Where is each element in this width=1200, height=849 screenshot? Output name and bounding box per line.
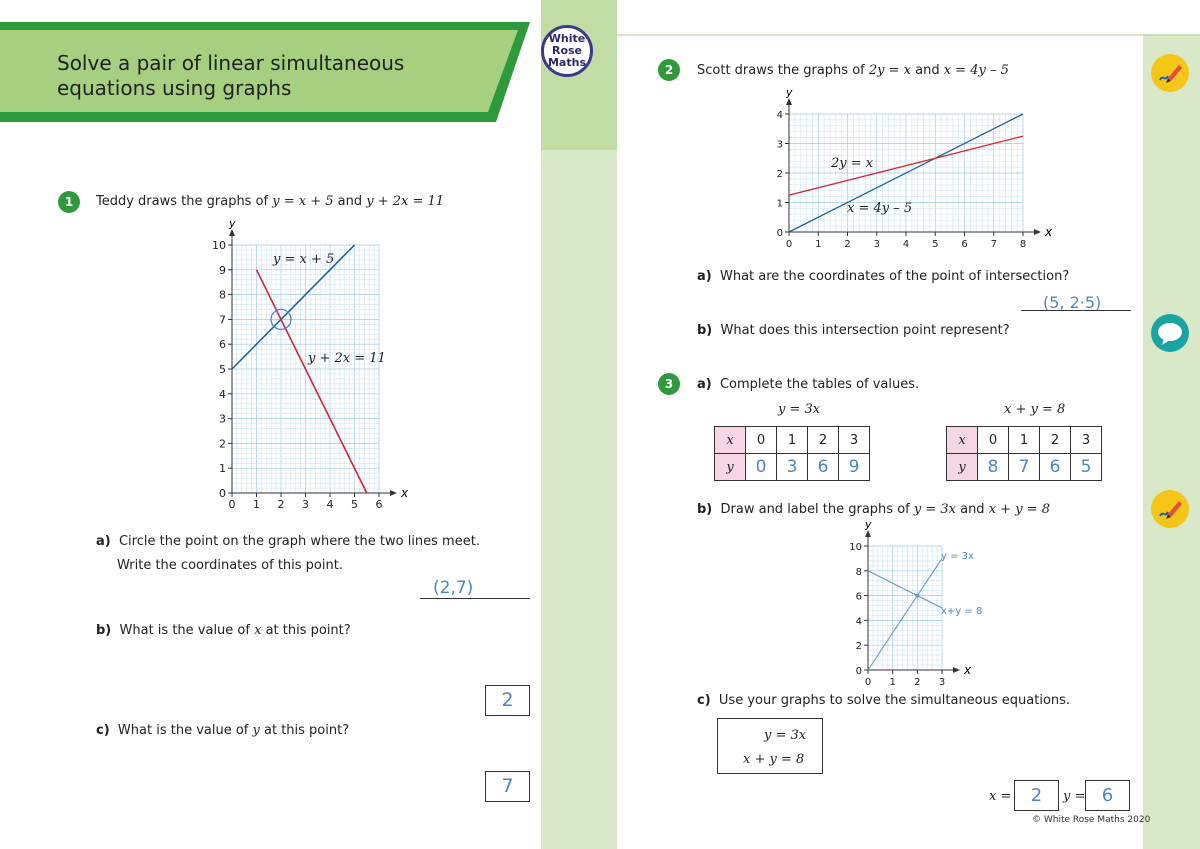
table1-x-3: 3 xyxy=(839,427,870,454)
q1-graph xyxy=(195,217,415,515)
y-tick-label: 6 xyxy=(855,591,862,603)
table-y-eq-3x xyxy=(714,426,870,481)
y-tick-label: 6 xyxy=(219,338,226,352)
x-axis-arrow xyxy=(953,667,960,673)
q1a-label: a) xyxy=(96,534,111,549)
x-tick-label: 0 xyxy=(785,239,793,250)
q3a-text: Complete the tables of values. xyxy=(719,377,920,392)
q3c-label: c) xyxy=(697,693,711,708)
q1c-label: c) xyxy=(96,723,110,738)
y-tick-label: 4 xyxy=(219,387,226,401)
header-corner-band xyxy=(541,0,617,150)
y-tick-label: 2 xyxy=(855,641,862,653)
q1b-row xyxy=(96,623,351,638)
q1-eq1: y = x + 5 xyxy=(272,194,334,209)
q3c-x-answer-box[interactable]: 2 xyxy=(1014,780,1059,811)
y-axis-arrow xyxy=(229,229,235,236)
q3b-eq1: y = 3x xyxy=(913,502,956,517)
x-tick-label: 1 xyxy=(815,239,822,250)
q2b-row xyxy=(697,323,1010,338)
y-tick-label: 1 xyxy=(776,198,783,210)
series-line-y-2x-11 xyxy=(257,270,367,493)
q2-graph xyxy=(760,86,1053,252)
y-tick-label: 4 xyxy=(776,110,783,121)
q1a-text: Circle the point on the graph where the two lines meet. xyxy=(118,534,480,549)
q2b-label: b) xyxy=(697,323,713,338)
q3c-text: Use your graphs to solve the simultaneous equations. xyxy=(718,693,1071,708)
x-tick-label: 4 xyxy=(902,239,910,250)
table2-x-row xyxy=(947,427,1102,454)
q2-prompt xyxy=(697,63,1009,78)
y-tick-label: 3 xyxy=(219,412,226,426)
table2-y-0[interactable]: 8 xyxy=(978,454,1009,481)
y-axis-arrow xyxy=(786,98,792,105)
q3b-and: and xyxy=(955,502,989,517)
q3a-label: a) xyxy=(697,377,712,392)
q1a-answer: (2,7) xyxy=(433,578,474,598)
q2-prompt-text: Scott draws the graphs of xyxy=(697,63,869,78)
y-tick-label: 8 xyxy=(219,288,226,302)
q3-graph-hand-label1: y = 3x xyxy=(941,551,974,562)
y-axis-label: y xyxy=(229,217,236,230)
question-1-number: 1 xyxy=(58,191,80,213)
q3b-label: b) xyxy=(697,502,713,517)
table1-title: y = 3x xyxy=(778,402,821,417)
x-tick-label: 6 xyxy=(375,498,383,511)
y-axis-arrow xyxy=(865,530,871,537)
question-3-number: 3 xyxy=(658,373,680,395)
y-tick-label: 9 xyxy=(219,263,226,277)
q3b-eq2: x + y = 8 xyxy=(988,502,1050,517)
x-tick-label: 0 xyxy=(228,498,236,511)
logo-line3: Maths xyxy=(547,56,586,69)
y-tick-label: 3 xyxy=(776,139,783,151)
table1-x-0: 0 xyxy=(746,427,777,454)
x-tick-label: 6 xyxy=(961,239,968,250)
q3c-system-eq2: x + y = 8 xyxy=(743,752,805,767)
y-tick-label: 0 xyxy=(219,487,226,500)
speech-bubble-icon xyxy=(1151,314,1189,352)
table1-x-head: x xyxy=(715,427,746,454)
x-tick-label: 5 xyxy=(932,239,939,250)
q3c-y-answer-box[interactable]: 6 xyxy=(1085,780,1130,811)
q1b-label: b) xyxy=(96,623,112,638)
table1-x-1: 1 xyxy=(777,427,808,454)
y-tick-label: 5 xyxy=(219,363,226,376)
center-gutter-panel xyxy=(541,150,617,849)
x-tick-label: 5 xyxy=(351,498,358,511)
q3-graph-hand-label2: x+y = 8 xyxy=(941,606,983,617)
q1a-text2: Write the coordinates of this point. xyxy=(117,558,343,573)
y-tick-label: 4 xyxy=(855,616,862,628)
x-tick-label: 1 xyxy=(253,498,260,511)
table2-x-3: 3 xyxy=(1071,427,1102,454)
table2-y-3[interactable]: 5 xyxy=(1071,454,1102,481)
q1-graph-label-eq2: y + 2x = 11 xyxy=(308,351,386,366)
q1c-text-pre: What is the value of xyxy=(117,723,253,738)
q2-eq2: x = 4y – 5 xyxy=(943,63,1009,78)
table1-x-row xyxy=(715,427,870,454)
q1-eq2: y + 2x = 11 xyxy=(366,194,445,209)
page-title-line2: equations using graphs xyxy=(57,76,292,100)
x-axis-label: x xyxy=(1045,225,1053,239)
y-tick-label: 1 xyxy=(219,462,226,476)
q3c-x-label: x = xyxy=(989,789,1012,804)
x-axis-label: x xyxy=(964,663,972,677)
y-tick-label: 2 xyxy=(776,169,783,180)
y-tick-label: 2 xyxy=(219,437,226,451)
q2a-text: What are the coordinates of the point of intersection? xyxy=(719,269,1070,284)
table1-y-3[interactable]: 9 xyxy=(839,454,870,481)
q1b-var: x xyxy=(254,623,262,638)
q1c-text-post: at this point? xyxy=(259,723,350,738)
q2-graph-label-eq2: x = 4y – 5 xyxy=(847,201,913,216)
y-tick-label: 0 xyxy=(776,228,783,239)
x-axis-arrow xyxy=(390,490,397,496)
y-tick-label: 10 xyxy=(849,542,862,553)
series-line-x-y-8 xyxy=(868,571,942,608)
q1c-var: y xyxy=(252,723,260,738)
page-title-line1: Solve a pair of linear simultaneous xyxy=(57,51,405,75)
q1-prompt xyxy=(96,194,444,209)
series-line-y-3x xyxy=(868,558,942,670)
q2b-text: What does this intersection point represent? xyxy=(720,323,1010,338)
y-axis-label: y xyxy=(786,86,793,99)
x-tick-label: 2 xyxy=(844,239,851,250)
table2-x-1: 1 xyxy=(1009,427,1040,454)
page-title xyxy=(57,51,404,101)
q1a-row xyxy=(96,534,480,549)
q1b-text-post: at this point? xyxy=(261,623,351,638)
table2-x-2: 2 xyxy=(1040,427,1071,454)
q2a-answer: (5, 2·5) xyxy=(1043,293,1102,312)
q1b-text-pre: What is the value of xyxy=(119,623,255,638)
q3b-row xyxy=(697,502,1050,517)
logo-line2: Rose xyxy=(551,44,583,57)
x-tick-label: 2 xyxy=(277,498,285,511)
x-axis-label: x xyxy=(401,486,409,500)
q2-eq1: 2y = x xyxy=(868,63,911,78)
pencil-icon xyxy=(1151,54,1189,92)
x-tick-label: 0 xyxy=(864,677,872,688)
q3b-text-pre: Draw and label the graphs of xyxy=(720,502,914,517)
q3a-row xyxy=(697,377,919,392)
q1-graph-label-eq1: y = x + 5 xyxy=(273,252,335,267)
table1-y-row xyxy=(715,454,870,481)
q2-graph-label-eq1: 2y = x xyxy=(831,156,874,171)
x-tick-label: 7 xyxy=(990,239,997,250)
right-margin-panel xyxy=(1143,35,1200,849)
q1b-answer-box[interactable]: 2 xyxy=(485,685,530,716)
copyright: © White Rose Maths 2020 xyxy=(1032,815,1151,825)
pencil-reason-icon xyxy=(1151,54,1189,92)
discuss-icon xyxy=(1151,314,1189,352)
q3c-system-eq1: y = 3x xyxy=(764,728,807,743)
table2-y-2[interactable]: 6 xyxy=(1040,454,1071,481)
table1-y-1[interactable]: 3 xyxy=(777,454,808,481)
y-tick-label: 8 xyxy=(855,566,862,578)
q2a-answer-line xyxy=(1021,310,1131,311)
table2-y-head: y xyxy=(947,454,978,481)
x-tick-label: 3 xyxy=(302,498,309,511)
x-tick-label: 4 xyxy=(326,498,334,511)
table2-x-head: x xyxy=(947,427,978,454)
x-axis-arrow xyxy=(1034,229,1041,235)
q2-and: and xyxy=(910,63,944,78)
table2-y-1[interactable]: 7 xyxy=(1009,454,1040,481)
q2a-row xyxy=(697,269,1069,284)
q3c-row xyxy=(697,693,1070,708)
table1-x-2: 2 xyxy=(808,427,839,454)
q2a-label: a) xyxy=(697,269,712,284)
q1-prompt-text: Teddy draws the graphs of xyxy=(96,194,273,209)
y-axis-label: y xyxy=(865,518,872,531)
table2-x-0: 0 xyxy=(978,427,1009,454)
q1c-answer-box[interactable]: 7 xyxy=(485,771,530,802)
table2-y-row xyxy=(947,454,1102,481)
q3c-system-box xyxy=(717,718,823,774)
q1c-row xyxy=(96,723,349,738)
table-x-plus-y-eq-8 xyxy=(946,426,1102,481)
white-rose-maths-logo xyxy=(541,25,593,77)
y-tick-label: 0 xyxy=(855,666,862,677)
table1-y-head: y xyxy=(715,454,746,481)
pencil-reason-icon-2 xyxy=(1151,490,1189,528)
table1-y-2[interactable]: 6 xyxy=(808,454,839,481)
intersection-dot xyxy=(915,594,919,598)
x-tick-label: 3 xyxy=(938,677,946,688)
table2-title: x + y = 8 xyxy=(1004,402,1066,417)
logo-line1: White xyxy=(548,32,586,45)
table1-y-0[interactable]: 0 xyxy=(746,454,777,481)
x-tick-label: 8 xyxy=(1019,239,1027,250)
x-tick-label: 3 xyxy=(873,239,880,250)
x-tick-label: 1 xyxy=(889,677,896,688)
q3c-y-label: y = xyxy=(1063,789,1086,804)
q1-and: and xyxy=(333,194,367,209)
y-tick-label: 7 xyxy=(219,313,226,327)
question-2-number: 2 xyxy=(658,59,680,81)
q1a-answer-line xyxy=(420,598,530,599)
y-tick-label: 10 xyxy=(212,239,226,252)
x-tick-label: 2 xyxy=(914,677,921,688)
pencil-icon xyxy=(1151,490,1189,528)
